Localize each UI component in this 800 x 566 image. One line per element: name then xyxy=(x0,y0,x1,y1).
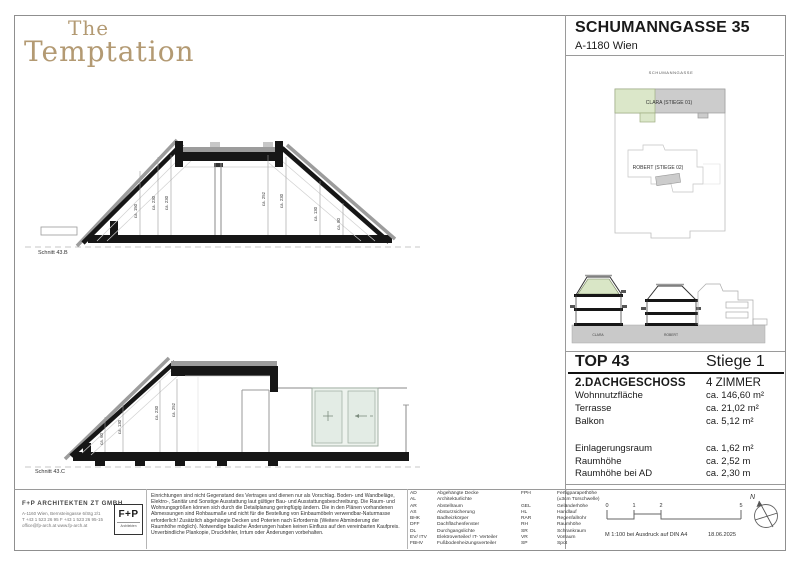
dimension-label: ca. 230 xyxy=(279,193,284,209)
elevation-drawing xyxy=(570,262,783,350)
project-address: A-1180 Wien xyxy=(575,40,638,52)
detail-label: Raumhöhe bei AD xyxy=(575,468,653,480)
dimension-label: ca. 60 xyxy=(99,433,104,445)
dimension-label: ca. 252 xyxy=(171,402,176,418)
legend-abbr: EV/ ITV xyxy=(410,535,427,541)
roof-post-right xyxy=(275,141,283,167)
dimension-label: ca. 230 xyxy=(151,195,156,211)
legend-term: Schrankraum xyxy=(557,528,587,534)
compass-circle xyxy=(755,505,778,528)
firm-name: F+P ARCHITEKTEN ZT GMBH xyxy=(22,500,123,507)
legend-row xyxy=(521,541,643,547)
legend-term: Elektroverteiler/ IT- Verteiler xyxy=(437,535,498,541)
table-row xyxy=(575,468,780,481)
legend-abbr: HL xyxy=(521,509,528,515)
legend-term: Regenfallrohr xyxy=(557,516,587,522)
wall-stubs xyxy=(95,461,278,466)
table-row xyxy=(575,403,780,416)
legend-term: Geländerhöhe xyxy=(557,503,588,509)
roof-post-left xyxy=(175,141,183,167)
scale-tick-label: 2 xyxy=(659,503,663,509)
legend-column-1 xyxy=(410,491,520,548)
legend-abbr: FPH xyxy=(521,491,531,496)
door-opening xyxy=(242,390,269,452)
highlighted-unit-tab xyxy=(640,113,655,122)
detail-label: Wohnnutzfläche xyxy=(575,390,643,401)
legend-term: Fertigparapethöhe xyxy=(557,491,597,496)
legend-abbr: AD xyxy=(410,491,417,496)
elevation-background-structure xyxy=(698,284,767,325)
section-b-drawing xyxy=(25,115,420,263)
elevation-robert xyxy=(641,285,701,327)
roof-detail xyxy=(263,142,273,147)
legend-abbr: DFF xyxy=(410,522,420,528)
rafter-line xyxy=(82,367,175,453)
floor-slab xyxy=(88,235,392,243)
detail-label: Einlagerungsraum xyxy=(575,442,653,454)
parapet-wall xyxy=(41,227,77,235)
floor-slab xyxy=(73,452,409,461)
scale-bar xyxy=(598,498,758,526)
rafter-line xyxy=(275,155,375,241)
roof-top-slab xyxy=(171,366,277,376)
dimension-label: ca. 230 xyxy=(164,195,169,211)
legend-term: Abstellraum xyxy=(437,503,463,509)
floor-label: 2.DACHGESCHOSS xyxy=(575,377,686,389)
legend-term: Raumhöhe xyxy=(557,522,581,528)
rooms-label: 4 ZIMMER xyxy=(706,377,761,389)
site-plan xyxy=(568,62,783,260)
rafter-line xyxy=(91,373,181,455)
detail-value: ca. 1,62 m² xyxy=(706,442,754,454)
detail-label: Terrasse xyxy=(575,402,612,414)
legend-term: Dachflächenfenster xyxy=(437,522,480,528)
scale-tick-label: 0 xyxy=(605,503,609,509)
legend-abbr: BHK xyxy=(410,516,421,522)
table-row xyxy=(575,456,780,469)
brand-logo-line2: Temptation xyxy=(24,35,195,69)
legend-term: Badheizkörper xyxy=(437,516,469,522)
street-label: SCHUMANNGASSE xyxy=(648,70,694,75)
header-rule xyxy=(566,55,784,56)
roof-slope-inner xyxy=(83,144,182,243)
rafter-line xyxy=(97,151,187,241)
dimension-label: ca. 130 xyxy=(313,206,318,222)
scale-note: M 1:100 bei Ausdruck auf DIN A4 xyxy=(605,532,688,538)
detail-value: ca. 5,12 m² xyxy=(706,415,754,427)
right-column-divider xyxy=(565,15,566,549)
legend-abbr: RAR xyxy=(521,516,532,522)
staircase-label: Stiege 1 xyxy=(706,353,765,370)
unit-details-table xyxy=(575,390,780,481)
unit-number: TOP 43 xyxy=(575,353,630,370)
detail-value: ca. 2,52 m xyxy=(706,455,751,467)
legend-abbr: AL xyxy=(410,497,416,503)
roof-top-cap xyxy=(176,147,283,152)
legend-term: Handlauf xyxy=(557,509,577,515)
firm-logo-subtext: Architekten xyxy=(117,522,140,528)
detail-label: Raumhöhe xyxy=(575,455,622,467)
roof-top-slab xyxy=(176,152,283,161)
footer-divider-2 xyxy=(407,489,408,549)
building-clara-tab xyxy=(698,113,708,118)
legend-term: Fußbodenheizungsverteiler xyxy=(437,541,497,547)
disclaimer-text: Einrichtungen sind nicht Gegenstand des Vertrages und dienen nur als Vorschlag. Boden- und Wandbeläge, Elektro-, Sanitär und Sonstige Ausstattung laut gültiger Bau- und Ausstattungsbeschreibung. Die Raum- und Wohnungsgrößen können sich durch die Detailplanung geringfügig ändern. Die in den Plänen vorhandenen Abmessungen sind Rohbaumaße und nicht für die Bestellung von Einbaumöbeln verwendbar-Naturmasse erforderlich! Zusätzlich abgehängte Decken und Poterien nach Erfordernis (Weitere Abminderung der Raumhöhe möglich). Notwendige bauliche Änderungen haben keinen Einfluss auf den vereinbarten Kaufpreis. Unverbindliche Plankopie, Druckfehler, Irrtum oder Änderungen vorbehalten. xyxy=(151,493,400,536)
robert-label: ROBERT (STIEGE 02) xyxy=(632,165,684,171)
legend-term: Abgehängte Decke xyxy=(437,491,479,496)
legend-abbr: AS xyxy=(410,509,417,515)
north-compass-icon xyxy=(745,490,790,532)
detail-value: ca. 146,60 m² xyxy=(706,390,765,401)
section-b-label: Schnitt 43.B xyxy=(38,250,68,256)
scale-ticks xyxy=(605,503,742,509)
elevation-robert-label: ROBERT xyxy=(663,333,679,337)
legend-term: Spot xyxy=(557,541,568,547)
roof-post xyxy=(270,366,278,392)
legend-term: Durchgangslichte xyxy=(437,528,475,534)
top43-underline xyxy=(568,372,784,374)
dimension-label: ca. 130 xyxy=(117,419,122,435)
table-row xyxy=(575,416,780,429)
roof-slope-outer xyxy=(77,140,177,246)
table-row xyxy=(575,443,780,456)
legend-term: Architekturlichte xyxy=(437,497,472,503)
footer-divider-1 xyxy=(146,489,147,549)
brand-logo xyxy=(24,18,195,67)
legend-abbr: SP xyxy=(521,541,528,547)
legend-term: (±3cm Türschwelle) xyxy=(557,497,600,503)
legend-abbr: VR xyxy=(521,535,528,541)
firm-address: A-1160 Wien, Bernsteingasse 6/Stg 2/1 xyxy=(22,511,101,516)
firm-logo-text: F+P xyxy=(118,509,139,520)
legend-term: Vorraum xyxy=(557,535,576,541)
detail-value: ca. 2,30 m xyxy=(706,468,751,480)
dimension-label: ca. 252 xyxy=(261,191,266,207)
scale-bar-line xyxy=(607,510,741,519)
brand-logo-line1: The xyxy=(68,16,110,40)
firm-contact xyxy=(22,511,103,529)
detail-value: ca. 21,02 m² xyxy=(706,402,759,414)
legend-abbr: RH xyxy=(521,522,529,528)
panel-bottom-rule xyxy=(565,484,785,485)
firm-web: office@fp-arch.at www.fp-arch.at xyxy=(22,522,88,528)
section-c-label: Schnitt 43.C xyxy=(35,469,65,475)
table-row xyxy=(575,390,780,403)
elevation-clara-label: CLARA xyxy=(592,333,604,337)
legend-abbr: GEL xyxy=(521,503,531,509)
legend-abbr: FBHV xyxy=(410,541,424,547)
legend-abbr: SR xyxy=(521,528,528,534)
detail-label: Balkon xyxy=(575,415,605,427)
scale-tick-label: 5 xyxy=(739,503,743,509)
roof-top-cap xyxy=(171,361,277,366)
clara-label: CLARA (STIEGE 01) xyxy=(645,100,693,106)
elevation-clara xyxy=(570,276,627,327)
north-label: N xyxy=(750,494,756,501)
scale-tick-label: 1 xyxy=(632,503,636,509)
roof-detail xyxy=(210,142,220,147)
dimension-label: ca. 230 xyxy=(154,405,159,421)
footer-top-rule xyxy=(14,489,785,490)
firm-logo xyxy=(114,504,143,535)
legend-term: Absturzsicherung xyxy=(437,509,475,515)
eave-wall xyxy=(110,221,118,236)
plan-date: 18.06.2025 xyxy=(708,532,736,538)
legend-abbr: DL xyxy=(410,528,417,534)
elevation-panel-divider xyxy=(565,351,785,352)
glass-door xyxy=(312,388,378,446)
firm-phone: T +43 1 523 26 95 F +43 1 523 26 95-15 xyxy=(22,516,103,522)
legend-abbr: AR xyxy=(410,503,417,509)
section-c-drawing xyxy=(25,355,420,480)
dimension-label: ca. 80 xyxy=(336,218,341,230)
legend-row xyxy=(410,541,520,547)
project-title: SCHUMANNGASSE 35 xyxy=(575,19,750,36)
dimension-label: ca. 150 xyxy=(133,203,138,219)
